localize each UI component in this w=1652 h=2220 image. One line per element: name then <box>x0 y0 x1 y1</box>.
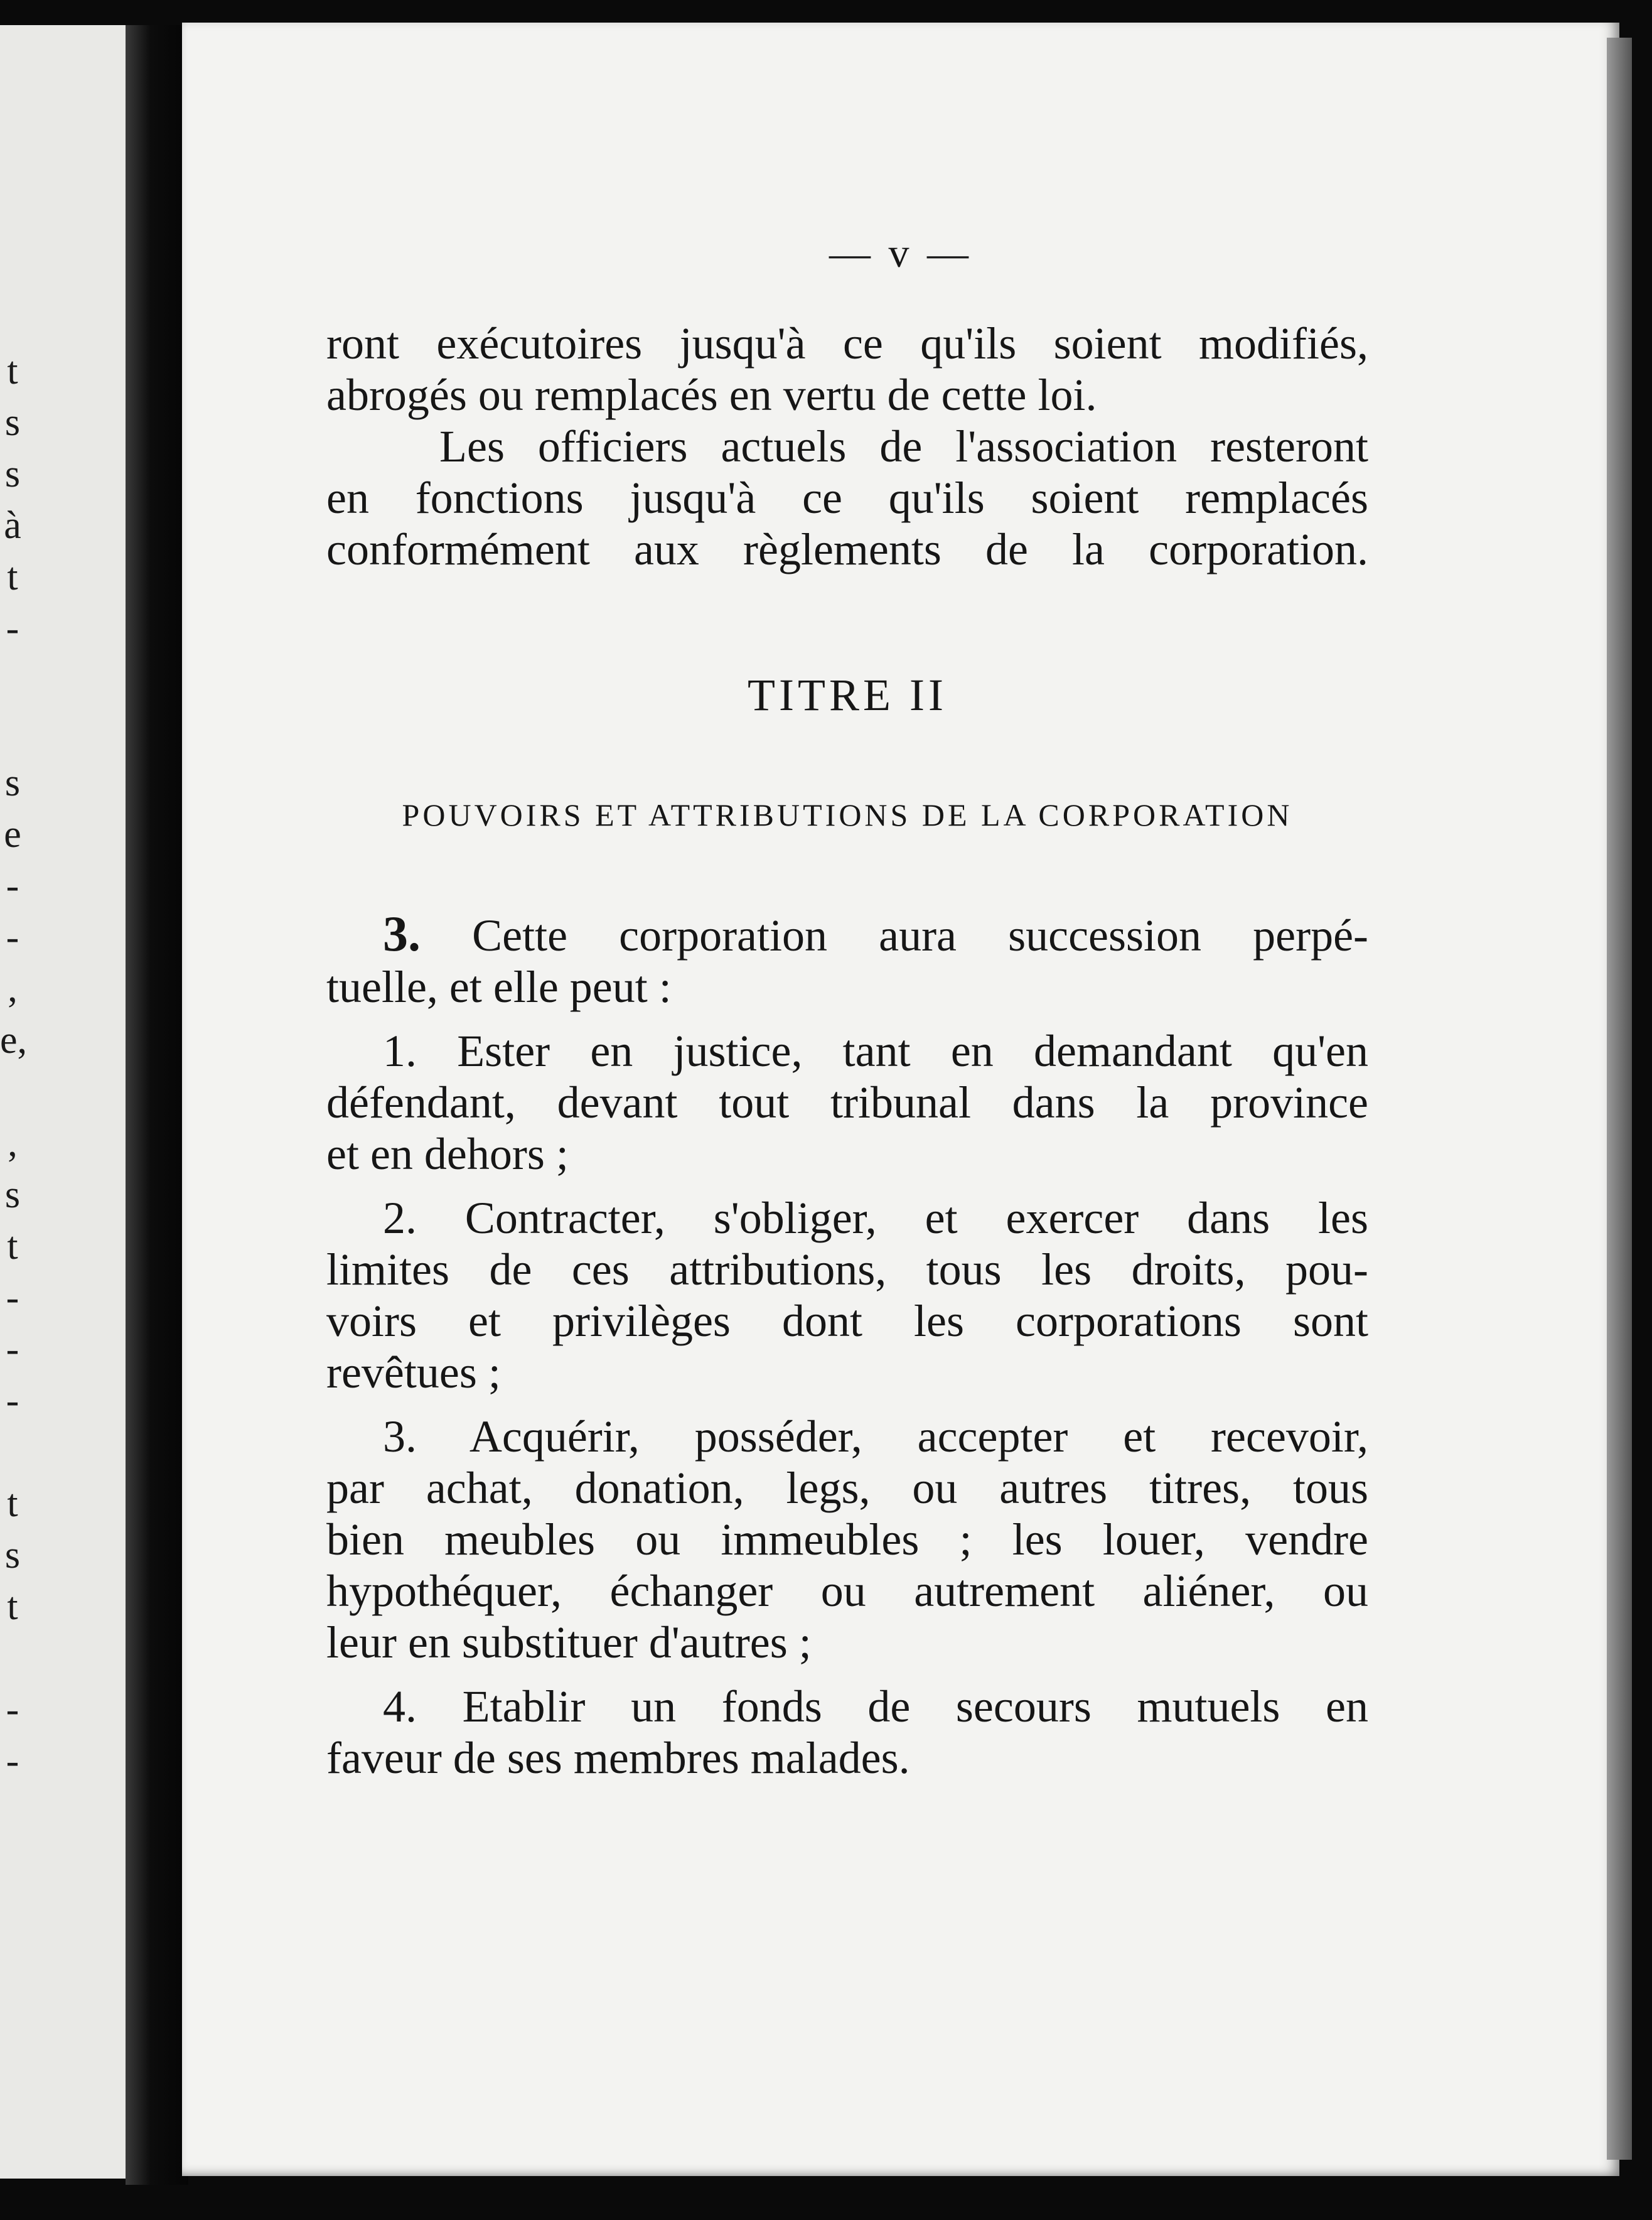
margin-char <box>0 1632 25 1684</box>
margin-char: - <box>6 607 19 650</box>
text-line: limites de ces attributions, tous les droits, pou- <box>326 1244 1368 1295</box>
text-line: Cette corporation aura succession perpé- <box>472 910 1369 961</box>
text-line: abrogés ou remplacés en vertu de cette loi. <box>326 370 1097 420</box>
margin-char: s <box>4 453 21 495</box>
margin-char: e <box>4 813 21 856</box>
text-line: hypothéquer, échanger ou autrement aliéner, ou <box>326 1566 1368 1616</box>
margin-char: - <box>6 1276 19 1319</box>
article-number: 3. <box>383 907 421 962</box>
text-line: en fonctions jusqu'à ce qu'ils soient remplacés <box>326 473 1368 523</box>
margin-char <box>0 1066 25 1118</box>
article-first-line <box>326 908 1368 961</box>
book-page <box>182 23 1619 2176</box>
margin-char: - <box>6 1379 19 1422</box>
text-line: 2. Contracter, s'obliger, et exercer dans les <box>383 1193 1368 1243</box>
text-line: défendant, devant tout tribunal dans la province <box>326 1077 1368 1128</box>
page-number: — v — <box>829 230 972 276</box>
text-line: conformément aux règlements de la corporation. <box>326 524 1368 574</box>
article-item-4 <box>326 1681 1368 1784</box>
margin-char: - <box>6 1688 19 1731</box>
margin-char: t <box>7 1482 18 1525</box>
margin-char <box>0 1426 25 1478</box>
article-item-1 <box>326 1025 1368 1180</box>
article-item-2 <box>326 1192 1368 1398</box>
text-line: 3. Acquérir, posséder, accepter et recevoir, <box>383 1411 1368 1462</box>
text-line: et en dehors ; <box>326 1129 569 1179</box>
text-line: ront exécutoires jusqu'à ce qu'ils soient modifiés, <box>326 318 1368 369</box>
article-3 <box>326 908 1368 1013</box>
text-line: 1. Ester en justice, tant en demandant qu'en <box>383 1026 1368 1076</box>
margin-char <box>0 654 25 706</box>
margin-char: à <box>4 504 21 547</box>
margin-char: e, <box>0 1019 28 1062</box>
margin-char: - <box>6 865 19 907</box>
margin-char: - <box>6 1740 19 1782</box>
margin-char: t <box>7 1225 18 1268</box>
officers-paragraph <box>326 421 1368 575</box>
book-gutter <box>126 25 188 2185</box>
text-line: voirs et privilèges dont les corporations sont <box>326 1296 1368 1346</box>
margin-char: t <box>7 350 18 392</box>
page-body <box>326 318 1368 1784</box>
margin-char: t <box>7 1585 18 1628</box>
text-line: revêtues ; <box>326 1347 501 1398</box>
margin-char: s <box>4 1173 21 1216</box>
left-page-margin-text <box>0 345 28 1787</box>
margin-char: - <box>6 1328 19 1371</box>
margin-char: s <box>4 1534 21 1576</box>
page-edge-shadow <box>1607 38 1632 2160</box>
text-line: par achat, donation, legs, ou autres titres, tous <box>326 1463 1368 1513</box>
margin-char: s <box>4 401 21 444</box>
margin-char <box>0 706 25 757</box>
article-item-3 <box>326 1411 1368 1668</box>
margin-char: - <box>6 916 19 959</box>
text-line: leur en substituer d'autres ; <box>326 1617 812 1668</box>
section-title: TITRE II <box>748 670 947 720</box>
margin-char: s <box>4 762 21 804</box>
text-line: bien meubles ou immeubles ; les louer, vendre <box>326 1514 1368 1565</box>
text-line: Les officiers actuels de l'association resteront <box>439 421 1368 471</box>
continuation-paragraph <box>326 318 1368 421</box>
margin-char: t <box>7 556 18 598</box>
text-line: faveur de ses membres malades. <box>326 1733 910 1783</box>
margin-char: , <box>8 967 18 1010</box>
text-line: tuelle, et elle peut : <box>326 962 672 1012</box>
margin-char: , <box>8 1122 18 1165</box>
section-subtitle: POUVOIRS ET ATTRIBUTIONS DE LA CORPORATION <box>402 797 1293 832</box>
text-line: 4. Etablir un fonds de secours mutuels en <box>383 1681 1368 1732</box>
